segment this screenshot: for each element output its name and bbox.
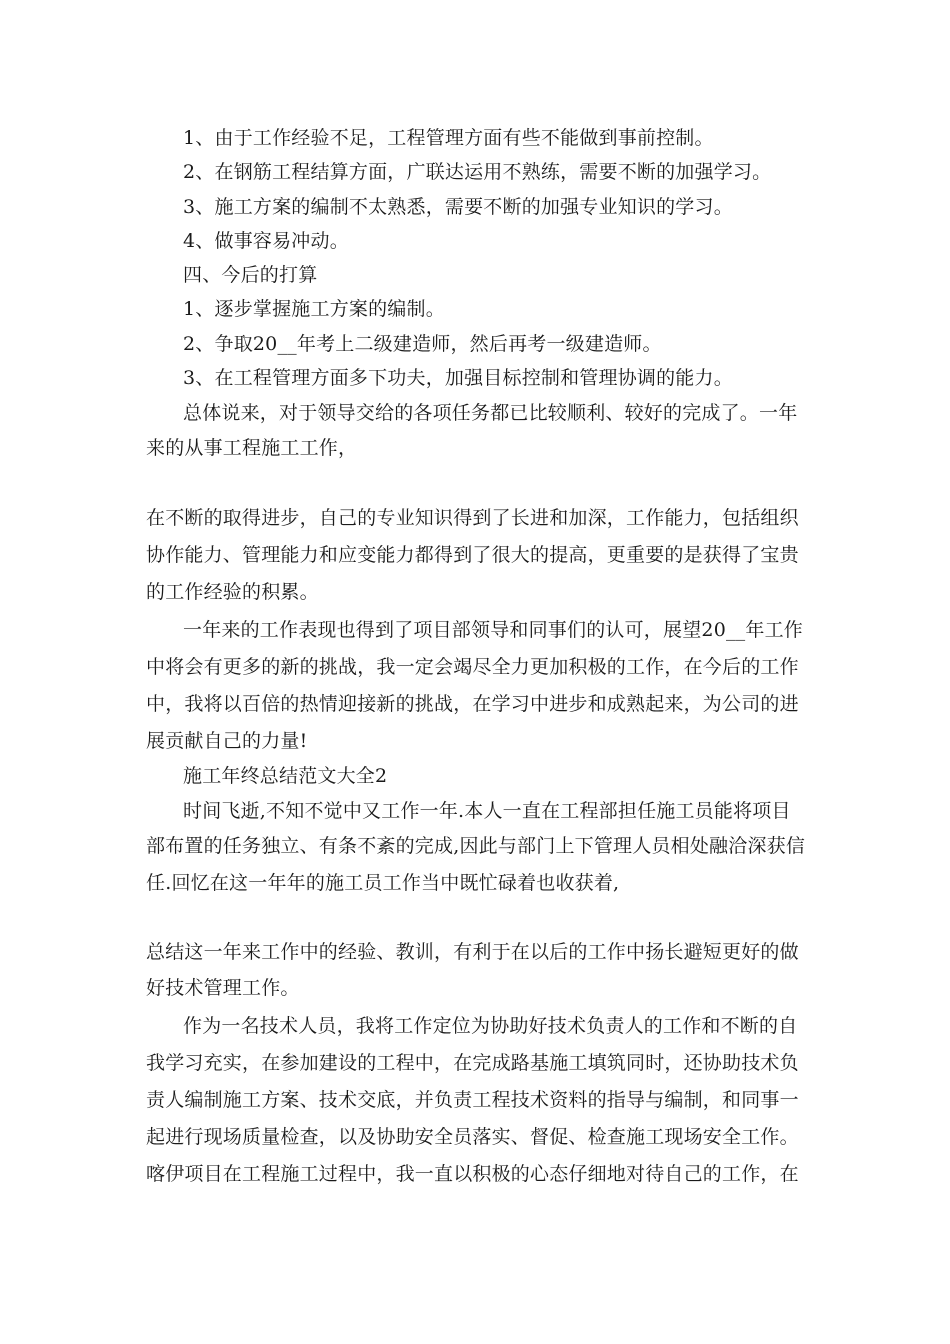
text-line: 时间飞逝,不知不觉中又工作一年.本人一直在工程部担任施工员能将项目 — [183, 800, 791, 822]
text-line: 2、争取20__年考上二级建造师，然后再考一级建造师。 — [183, 333, 662, 355]
text-line: 3、施工方案的编制不太熟悉，需要不断的加强专业知识的学习。 — [183, 196, 733, 218]
text-line: 展贡献自己的力量! — [146, 730, 308, 752]
text-line: 我学习充实，在参加建设的工程中，在完成路基施工填筑同时，还协助技术负 — [146, 1052, 799, 1074]
text-line: 3、在工程管理方面多下功夫，加强目标控制和管理协调的能力。 — [183, 367, 733, 389]
text-line: 部布置的任务独立、有条不紊的完成,因此与部门上下管理人员相处融洽深获信 — [146, 835, 806, 857]
text-line: 起进行现场质量检查，以及协助安全员落实、督促、检查施工现场安全工作。 — [146, 1126, 799, 1148]
section-heading: 施工年终总结范文大全2 — [183, 765, 388, 787]
text-line: 的工作经验的积累。 — [146, 581, 319, 603]
text-line: 1、逐步掌握施工方案的编制。 — [183, 298, 445, 320]
text-line: 一年来的工作表现也得到了项目部领导和同事们的认可，展望20__年工作 — [183, 619, 803, 641]
text-line: 协作能力、管理能力和应变能力都得到了很大的提高，更重要的是获得了宝贵 — [146, 544, 799, 566]
text-line: 总结这一年来工作中的经验、教训，有利于在以后的工作中扬长避短更好的做 — [146, 941, 799, 963]
text-line: 中，我将以百倍的热情迎接新的挑战，在学习中进步和成熟起来，为公司的进 — [146, 693, 799, 715]
text-line: 4、做事容易冲动。 — [183, 230, 349, 252]
text-line: 任.回忆在这一年年的施工员工作当中既忙碌着也收获着, — [146, 872, 620, 894]
text-line: 总体说来，对于领导交给的各项任务都已比较顺利、较好的完成了。一年 — [183, 402, 798, 424]
text-line: 好技术管理工作。 — [146, 977, 300, 999]
text-line: 责人编制施工方案、技术交底，并负责工程技术资料的指导与编制，和同事一 — [146, 1089, 799, 1111]
section-heading: 四、今后的打算 — [183, 264, 318, 286]
text-line: 中将会有更多的新的挑战，我一定会竭尽全力更加积极的工作，在今后的工作 — [146, 656, 799, 678]
text-line: 1、由于工作经验不足，工程管理方面有些不能做到事前控制。 — [183, 127, 714, 149]
text-line: 2、在钢筋工程结算方面，广联达运用不熟练，需要不断的加强学习。 — [183, 161, 772, 183]
text-line: 喀伊项目在工程施工过程中，我一直以积极的心态仔细地对待自己的工作，在 — [146, 1163, 799, 1185]
text-line: 来的从事工程施工工作， — [146, 437, 358, 459]
text-line: 在不断的取得进步，自己的专业知识得到了长进和加深，工作能力，包括组织 — [146, 507, 799, 529]
text-line: 作为一名技术人员，我将工作定位为协助好技术负责人的工作和不断的自 — [183, 1015, 798, 1037]
